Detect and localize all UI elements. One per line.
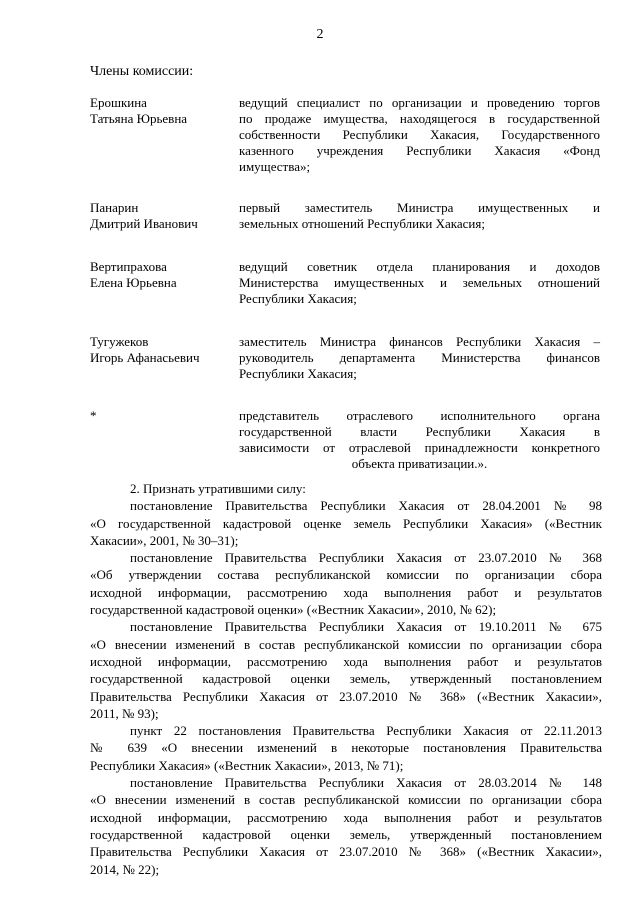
role-line: представитель отраслевого исполнительного органа — [239, 408, 600, 423]
body-line: государственной кадастровой оценки земель, утвержденный постановлением — [90, 826, 602, 842]
member-given-names: Татьяна Юрьевна — [90, 111, 188, 126]
role-line: государственной власти Республики Хакасия в — [239, 424, 600, 439]
role-line: ведущий советник отдела планирования и доходов — [239, 259, 600, 274]
body-line: «О государственной кадастровой оценке земель Республики Хакасия» («Вестник — [90, 515, 602, 531]
member-role — [239, 259, 600, 307]
member-role — [239, 408, 600, 472]
role-line: объекта приватизации.». — [351, 456, 488, 471]
role-line: Министерства имущественных и земельных отношений — [239, 275, 600, 290]
body-line: исходной информации, рассмотрению хода выполнения работ и результатов — [90, 584, 602, 600]
role-line: первый заместитель Министра имущественных и — [239, 200, 600, 215]
body-line: № 639 «О внесении изменений в некоторые постановления Правительства — [90, 740, 602, 756]
role-line: руководитель департамента Министерства финансов — [239, 350, 600, 365]
role-line: казенного учреждения Республики Хакасия «Фонд — [239, 143, 600, 158]
member-role — [239, 334, 600, 382]
body-line: постановление Правительства Республики Хакасия от 19.10.2011 № 675 — [130, 619, 602, 635]
member-surname: Вертипрахова — [90, 259, 167, 274]
member-surname: Ерошкина — [90, 95, 147, 110]
role-line: Республики Хакасия; — [239, 291, 357, 306]
body-line: «О внесении изменений в состав республиканской комиссии по организации сбора — [90, 792, 602, 808]
member-surname: Панарин — [90, 200, 139, 215]
body-line: Правительства Республики Хакасия от 23.07.2010 № 368» («Вестник Хакасии», — [90, 844, 602, 860]
body-line: постановление Правительства Республики Хакасия от 23.07.2010 № 368 — [130, 550, 602, 566]
role-line: имущества»; — [239, 159, 311, 174]
member-given-names: Дмитрий Иванович — [90, 216, 198, 231]
member-name — [90, 200, 240, 232]
body-line: «Об утверждении состава республиканской комиссии по организации сбора — [90, 567, 602, 583]
member-name — [90, 259, 240, 291]
page-number: 2 — [316, 27, 324, 42]
body-line: 2014, № 22); — [90, 861, 160, 877]
role-line: ведущий специалист по организации и проведению торгов — [239, 95, 600, 110]
body-line: 2011, № 93); — [90, 705, 159, 721]
member-name — [90, 95, 240, 127]
role-line: собственности Республики Хакасия, Государственного — [239, 127, 600, 142]
member-surname: Тугужеков — [90, 334, 149, 349]
role-line: заместитель Министра финансов Республики Хакасия – — [239, 334, 600, 349]
body-line: исходной информации, рассмотрению хода выполнения работ и результатов — [90, 809, 602, 825]
role-line: по продаже имущества, находящегося в государственной — [239, 111, 600, 126]
members-heading: Члены комиссии: — [90, 64, 194, 79]
member-given-names: Игорь Афанасьевич — [90, 350, 200, 365]
body-line: постановление Правительства Республики Хакасия от 28.03.2014 № 148 — [130, 775, 602, 791]
body-line: государственной кадастровой оценки земель, утвержденный постановлением — [90, 671, 602, 687]
body-line: постановление Правительства Республики Хакасия от 28.04.2001 № 98 — [130, 498, 602, 514]
body-line: пункт 22 постановления Правительства Республики Хакасия от 22.11.2013 — [130, 723, 602, 739]
role-line: земельных отношений Республики Хакасия; — [239, 216, 485, 231]
body-line: «О внесении изменений в состав республиканской комиссии по организации сбора — [90, 636, 602, 652]
repeal-section — [90, 480, 602, 878]
body-line: Хакасии», 2001, № 30–31); — [90, 532, 239, 548]
body-line: Правительства Республики Хакасия от 23.07.2010 № 368» («Вестник Хакасии», — [90, 688, 602, 704]
member-name — [90, 334, 240, 366]
member-role — [239, 95, 600, 175]
body-line: исходной информации, рассмотрению хода выполнения работ и результатов — [90, 653, 602, 669]
body-line: государственной кадастровой оценки» («Вестник Хакасии», 2010, № 62); — [90, 602, 497, 618]
role-line: зависимости от отраслевой принадлежности конкретного — [239, 440, 600, 455]
member-asterisk: * — [90, 408, 97, 423]
body-line: Республики Хакасия» («Вестник Хакасии», 2013, № 71); — [90, 757, 404, 773]
role-line: Республики Хакасия; — [239, 366, 357, 381]
member-role — [239, 200, 600, 232]
member-name — [90, 408, 240, 424]
member-given-names: Елена Юрьевна — [90, 275, 177, 290]
section-heading: 2. Признать утратившими силу: — [130, 481, 306, 496]
